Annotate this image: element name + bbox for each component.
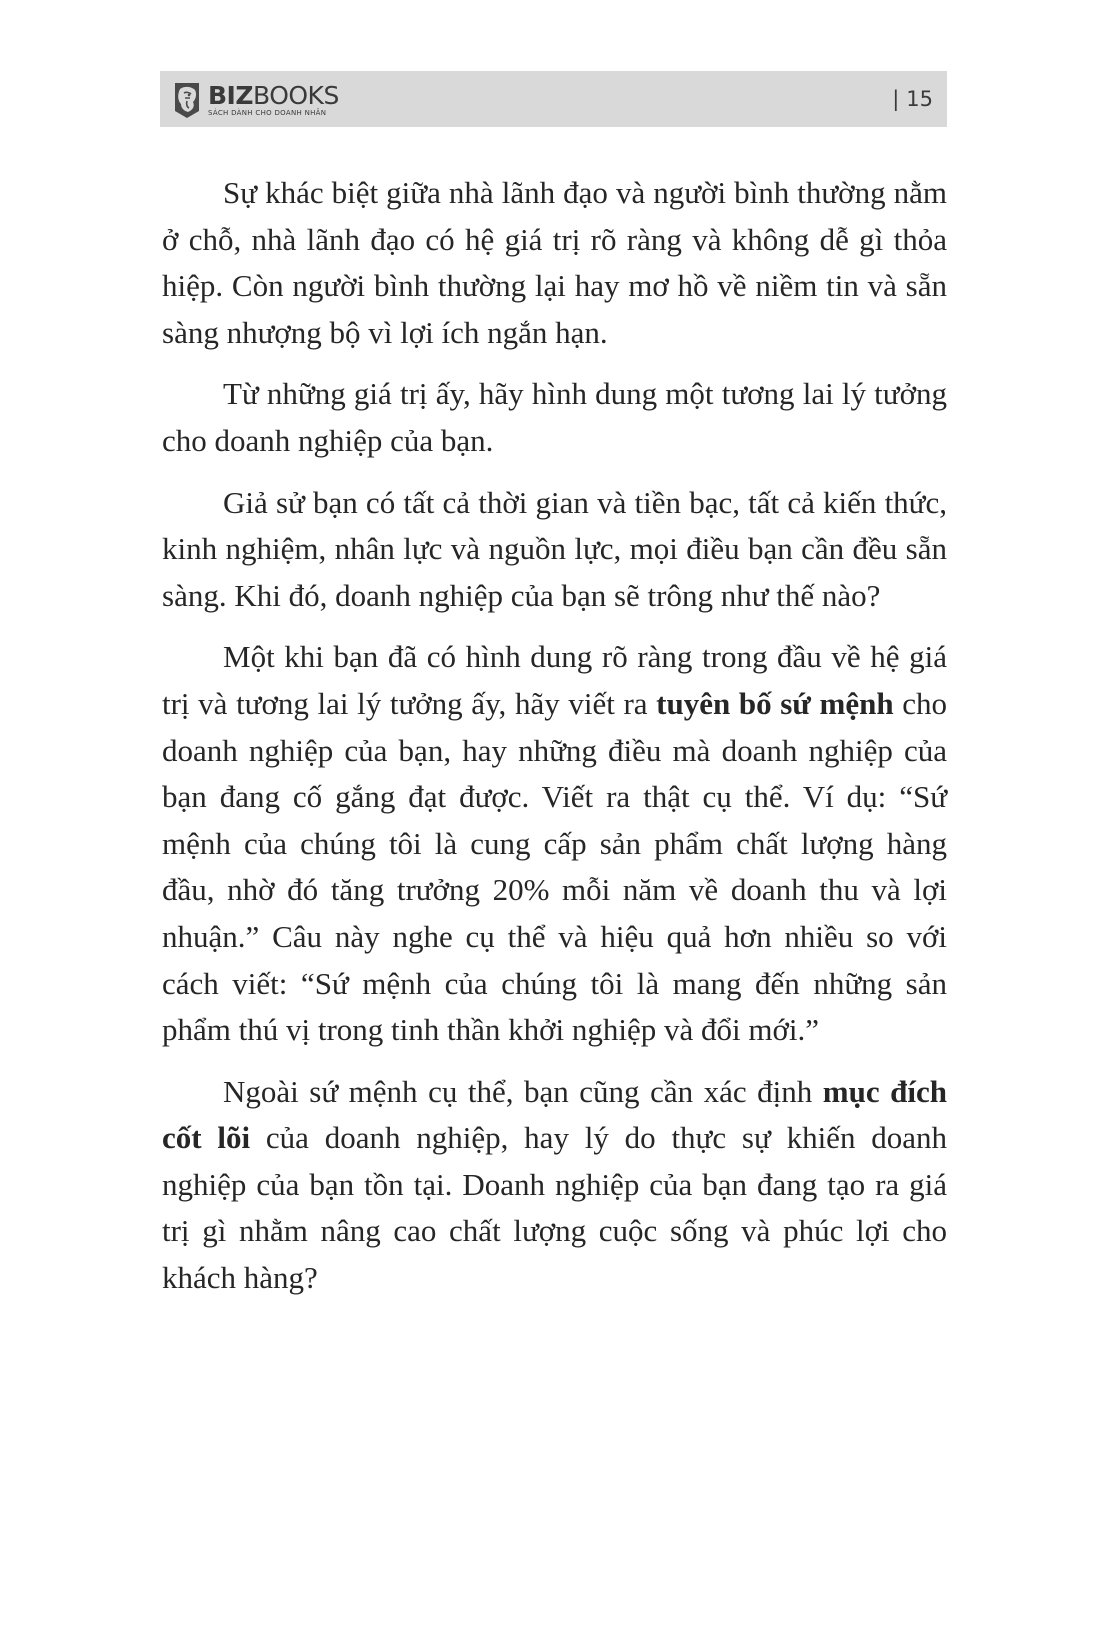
page-number-block xyxy=(892,86,933,112)
page-number-separator: | xyxy=(892,87,900,111)
bizbooks-logo xyxy=(172,80,339,120)
logo-wordmark xyxy=(208,80,339,118)
paragraph-5-text-start: Ngoài sứ mệnh cụ thể, bạn cũng cần xác định xyxy=(223,1073,823,1109)
paragraph-4 xyxy=(162,634,947,1053)
paragraph-5 xyxy=(162,1069,947,1302)
term-core-purpose: mục đích cốt lõi xyxy=(162,1073,947,1156)
paragraph-2: Từ những giá trị ấy, hãy hình dung một tương lai lý tưởng cho doanh nghiệp của bạn. xyxy=(162,376,947,458)
lion-head-emblem-icon xyxy=(172,81,202,119)
term-mission-statement: tuyên bố sứ mệnh xyxy=(656,685,894,721)
page-number: 15 xyxy=(906,87,933,111)
paragraph-1: Sự khác biệt giữa nhà lãnh đạo và người bình thường nằm ở chỗ, nhà lãnh đạo có hệ giá trị rõ ràng và không dễ gì thỏa hiệp. Còn người bình thường lại hay mơ hồ về niềm tin và sẵn sàng nhượng bộ vì lợi ích ngắn hạn. xyxy=(162,175,947,350)
paragraph-5-text-end: của doanh nghiệp, hay lý do thực sự khiến doanh nghiệp của bạn tồn tại. Doanh nghiệp của bạn đang tạo ra giá trị gì nhằm nâng cao chất lượng cuộc sống và phúc lợi cho khách hàng? xyxy=(162,1120,947,1296)
body-text xyxy=(162,170,947,1317)
paragraph-3: Giả sử bạn có tất cả thời gian và tiền bạc, tất cả kiến thức, kinh nghiệm, nhân lực và nguồn lực, mọi điều bạn cần đều sẵn sàng. Khi đó, doanh nghiệp của bạn sẽ trông như thế nào? xyxy=(162,484,947,613)
running-header xyxy=(160,71,947,127)
paragraph-4-text-start: Một khi bạn đã có hình dung rõ ràng trong đầu về hệ giá trị và tương lai lý tưởng ấy, hãy viết ra xyxy=(162,639,947,721)
paragraph-4-text-end: cho doanh nghiệp của bạn, hay những điều mà doanh nghiệp của bạn đang cố gắng đạt được. Viết ra thật cụ thể. Ví dụ: “Sứ mệnh của chúng tôi là cung cấp sản phẩm chất lượng hàng đầu, nhờ đó tăng trưởng 20% mỗi năm về doanh thu và lợi nhuận.” Câu này nghe cụ thể và hiệu quả hơn nhiều so với cách viết: “Sứ mệnh của chúng tôi là mang đến những sản phẩm thú vị trong tinh thần khởi nghiệp và đổi mới.” xyxy=(162,685,948,1048)
brand-name-books: BOOKS xyxy=(252,80,339,110)
brand-name xyxy=(208,80,339,110)
brand-tagline: SÁCH DÀNH CHO DOANH NHÂN xyxy=(208,108,327,117)
brand-name-biz: BIZ xyxy=(208,80,253,110)
